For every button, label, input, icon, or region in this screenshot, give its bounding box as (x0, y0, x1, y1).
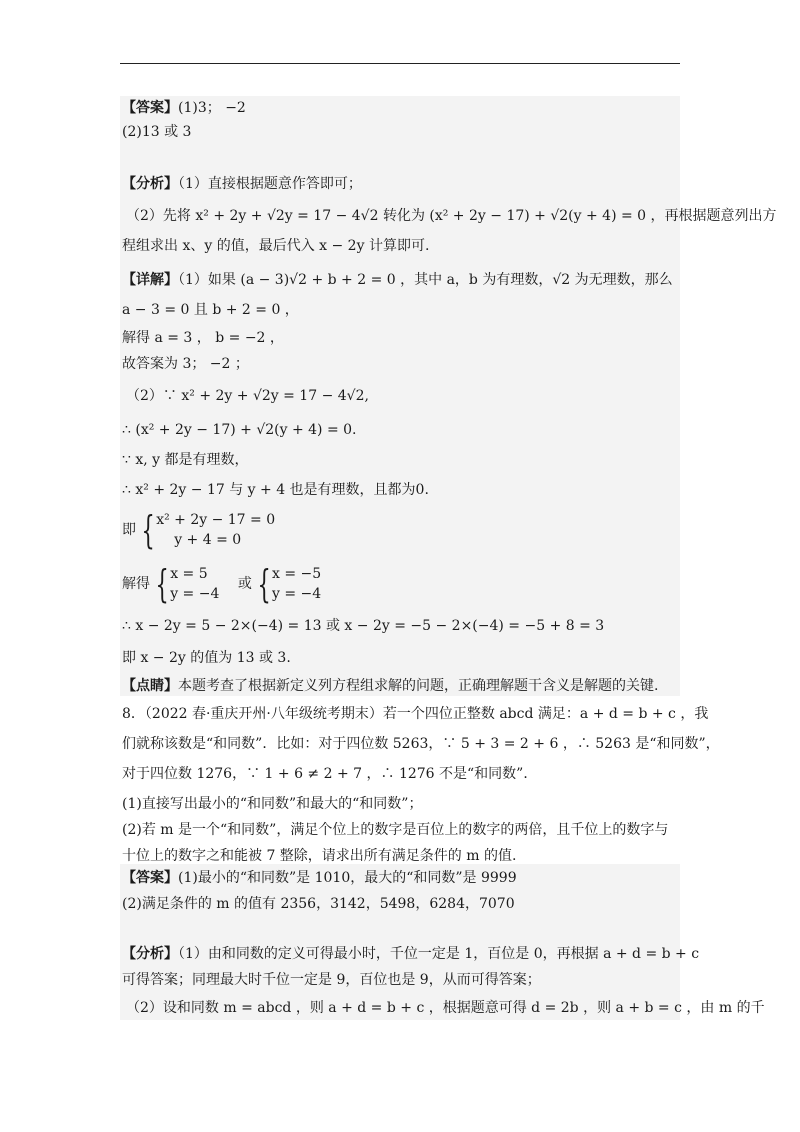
answer-label: 【答案】 (122, 870, 178, 886)
detail-label: 【详解】 (122, 272, 178, 288)
answer-8-line-1: 【答案】(1)最小的“和同数”是 1010，最大的“和同数”是 9999 (122, 870, 517, 886)
analysis-label: 【分析】 (122, 176, 178, 192)
analysis-label: 【分析】 (122, 946, 178, 962)
brace-glyph: { (257, 562, 271, 606)
analysis-8-line-3: （2）设和同数 m = abcd ，则 a + d = b + c ，根据题意可得 d = 2b ，则 a + b = c ，由 m 的千 (126, 1000, 765, 1016)
equation-system-1: 即 { x² + 2y − 17 = 0 y + 4 = 0 (122, 508, 276, 552)
detail-7-line-12: 即 x − 2y 的值为 13 或 3. (122, 650, 291, 666)
detail-7-line-11: ∴ x − 2y = 5 − 2×(−4) = 13 或 x − 2y = −5 − 2×(−4) = −5 + 8 = 3 (122, 618, 605, 634)
question-8-line-2: 们就称该数是“和同数”．比如：对于四位数 5263，∵ 5 + 3 = 2 + 6 ，∴ 5263 是“和同数”， (122, 736, 720, 752)
detail-7-line-1: 【详解】（1）如果 (a − 3)√2 + b + 2 = 0 ，其中 a，b 为有理数，√2 为无理数，那么 (122, 272, 673, 288)
answer-8-line-2: (2)满足条件的 m 的值有 2356，3142，5498，6284，7070 (122, 896, 515, 912)
brace-glyph: { (155, 562, 169, 606)
equation-system-solutions: 解得 { x = 5 y = −4 或 { x = −5 y = −4 (122, 562, 322, 606)
comment-7-line: 【点睛】本题考查了根据新定义列方程组求解的问题，正确理解题干含义是解题的关键. (122, 678, 659, 694)
detail-7-line-3: 解得 a = 3 ， b = −2 ， (122, 330, 284, 346)
header-rule (120, 63, 680, 64)
analysis-8-line-1: 【分析】（1）由和同数的定义可得最小时，千位一定是 1，百位是 0，再根据 a + d = b + c (122, 946, 700, 962)
question-8-line-3: 对于四位数 1276，∵ 1 + 6 ≠ 2 + 7 ，∴ 1276 不是“和同数”． (122, 766, 538, 782)
answer-7-line-2: (2)13 或 3 (122, 124, 192, 140)
detail-7-line-8: ∴ x² + 2y − 17 与 y + 4 也是有理数，且都为0. (122, 482, 429, 498)
analysis-7-line-1: 【分析】（1）直接根据题意作答即可； (122, 176, 362, 192)
answer-7-line-1: 【答案】(1)3； −2 (122, 100, 246, 116)
detail-7-line-7: ∵ x, y 都是有理数， (122, 452, 249, 468)
detail-7-line-2: a − 3 = 0 且 b + 2 = 0 ， (122, 302, 299, 318)
detail-7-line-6: ∴ (x² + 2y − 17) + √2(y + 4) = 0. (122, 422, 357, 438)
answer-label: 【答案】 (122, 100, 178, 116)
brace-glyph: { (141, 508, 155, 552)
analysis-7-line-2: （2）先将 x² + 2y + √2y = 17 − 4√2 转化为 (x² + 2y − 17) + √2(y + 4) = 0 ，再根据题意列出方 (126, 208, 777, 224)
analysis-7-line-3: 程组求出 x、y 的值，最后代入 x − 2y 计算即可. (122, 238, 430, 254)
question-8-line-6: 十位上的数字之和能被 7 整除，请求出所有满足条件的 m 的值. (122, 848, 517, 864)
detail-7-line-5: （2）∵ x² + 2y + √2y = 17 − 4√2, (126, 388, 369, 404)
comment-label: 【点睛】 (122, 678, 178, 694)
detail-7-line-4: 故答案为 3； −2 ； (122, 356, 249, 372)
question-8-line-4: (1)直接写出最小的“和同数”和最大的“和同数”； (122, 796, 423, 812)
question-8-line-5: (2)若 m 是一个“和同数”，满足个位上的数字是百位上的数字的两倍，且千位上的数字与 (122, 822, 669, 838)
analysis-8-line-2: 可得答案；同理最大时千位一定是 9，百位也是 9，从而可得答案； (122, 972, 541, 988)
question-8-line-1: 8．（2022 春·重庆开州·八年级统考期末）若一个四位正整数 abcd 满足：a + d = b + c ，我 (122, 706, 709, 722)
